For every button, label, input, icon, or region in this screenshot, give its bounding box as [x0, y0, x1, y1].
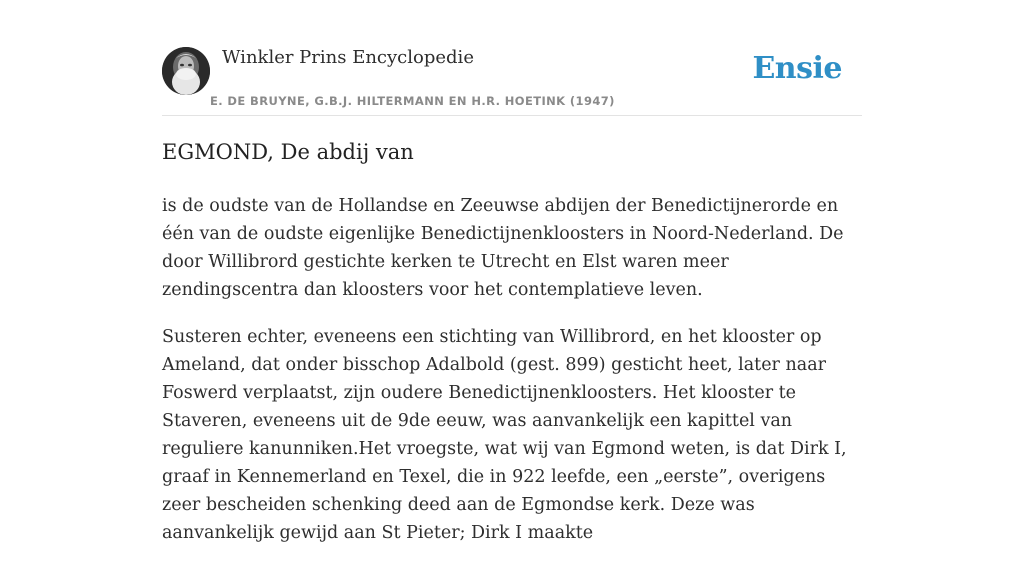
article-title: EGMOND, De abdij van [162, 140, 414, 164]
authors-line: E. DE BRUYNE, G.B.J. HILTERMANN EN H.R. HOETINK (1947) [210, 94, 615, 108]
avatar[interactable] [162, 47, 210, 95]
article-paragraph: is de oudste van de Hollandse en Zeeuwse abdijen der Benedictijnerorde en één van de oudste eigenlijke Benedictijnenkloosters in Noord-Nederland. De door Willibrord gestichte kerken te Utrecht en Elst waren meer zendingscentra dan kloosters voor het contemplatieve leven. [162, 196, 844, 300]
article-paragraph: Susteren echter, eveneens een stichting van Willibrord, en het klooster op Ameland, dat onder bisschop Adalbold (gest. 899) gesticht heet, later naar Foswerd verplaatst, zijn oudere Benedictijnenkloosters. Het klooster te Staveren, eveneens uit de 9de eeuw, was aanvankelijk een kapittel van reguliere kanunniken.Het vroegste, wat wij van Egmond weten, is dat Dirk I, graaf in Kennemerland en Texel, die in 922 leefde, een „eerste”, overigens zeer bescheiden schenking deed aan de Egmondse kerk. Deze was aanvankelijk gewijd aan St Pieter; Dirk I maakte [162, 327, 847, 543]
header [162, 44, 862, 116]
book-title[interactable]: Winkler Prins Encyclopedie [222, 47, 474, 68]
ensie-logo[interactable]: Ensie [752, 51, 842, 86]
bearded-man-portrait-icon [162, 47, 210, 95]
article-body [162, 192, 867, 566]
